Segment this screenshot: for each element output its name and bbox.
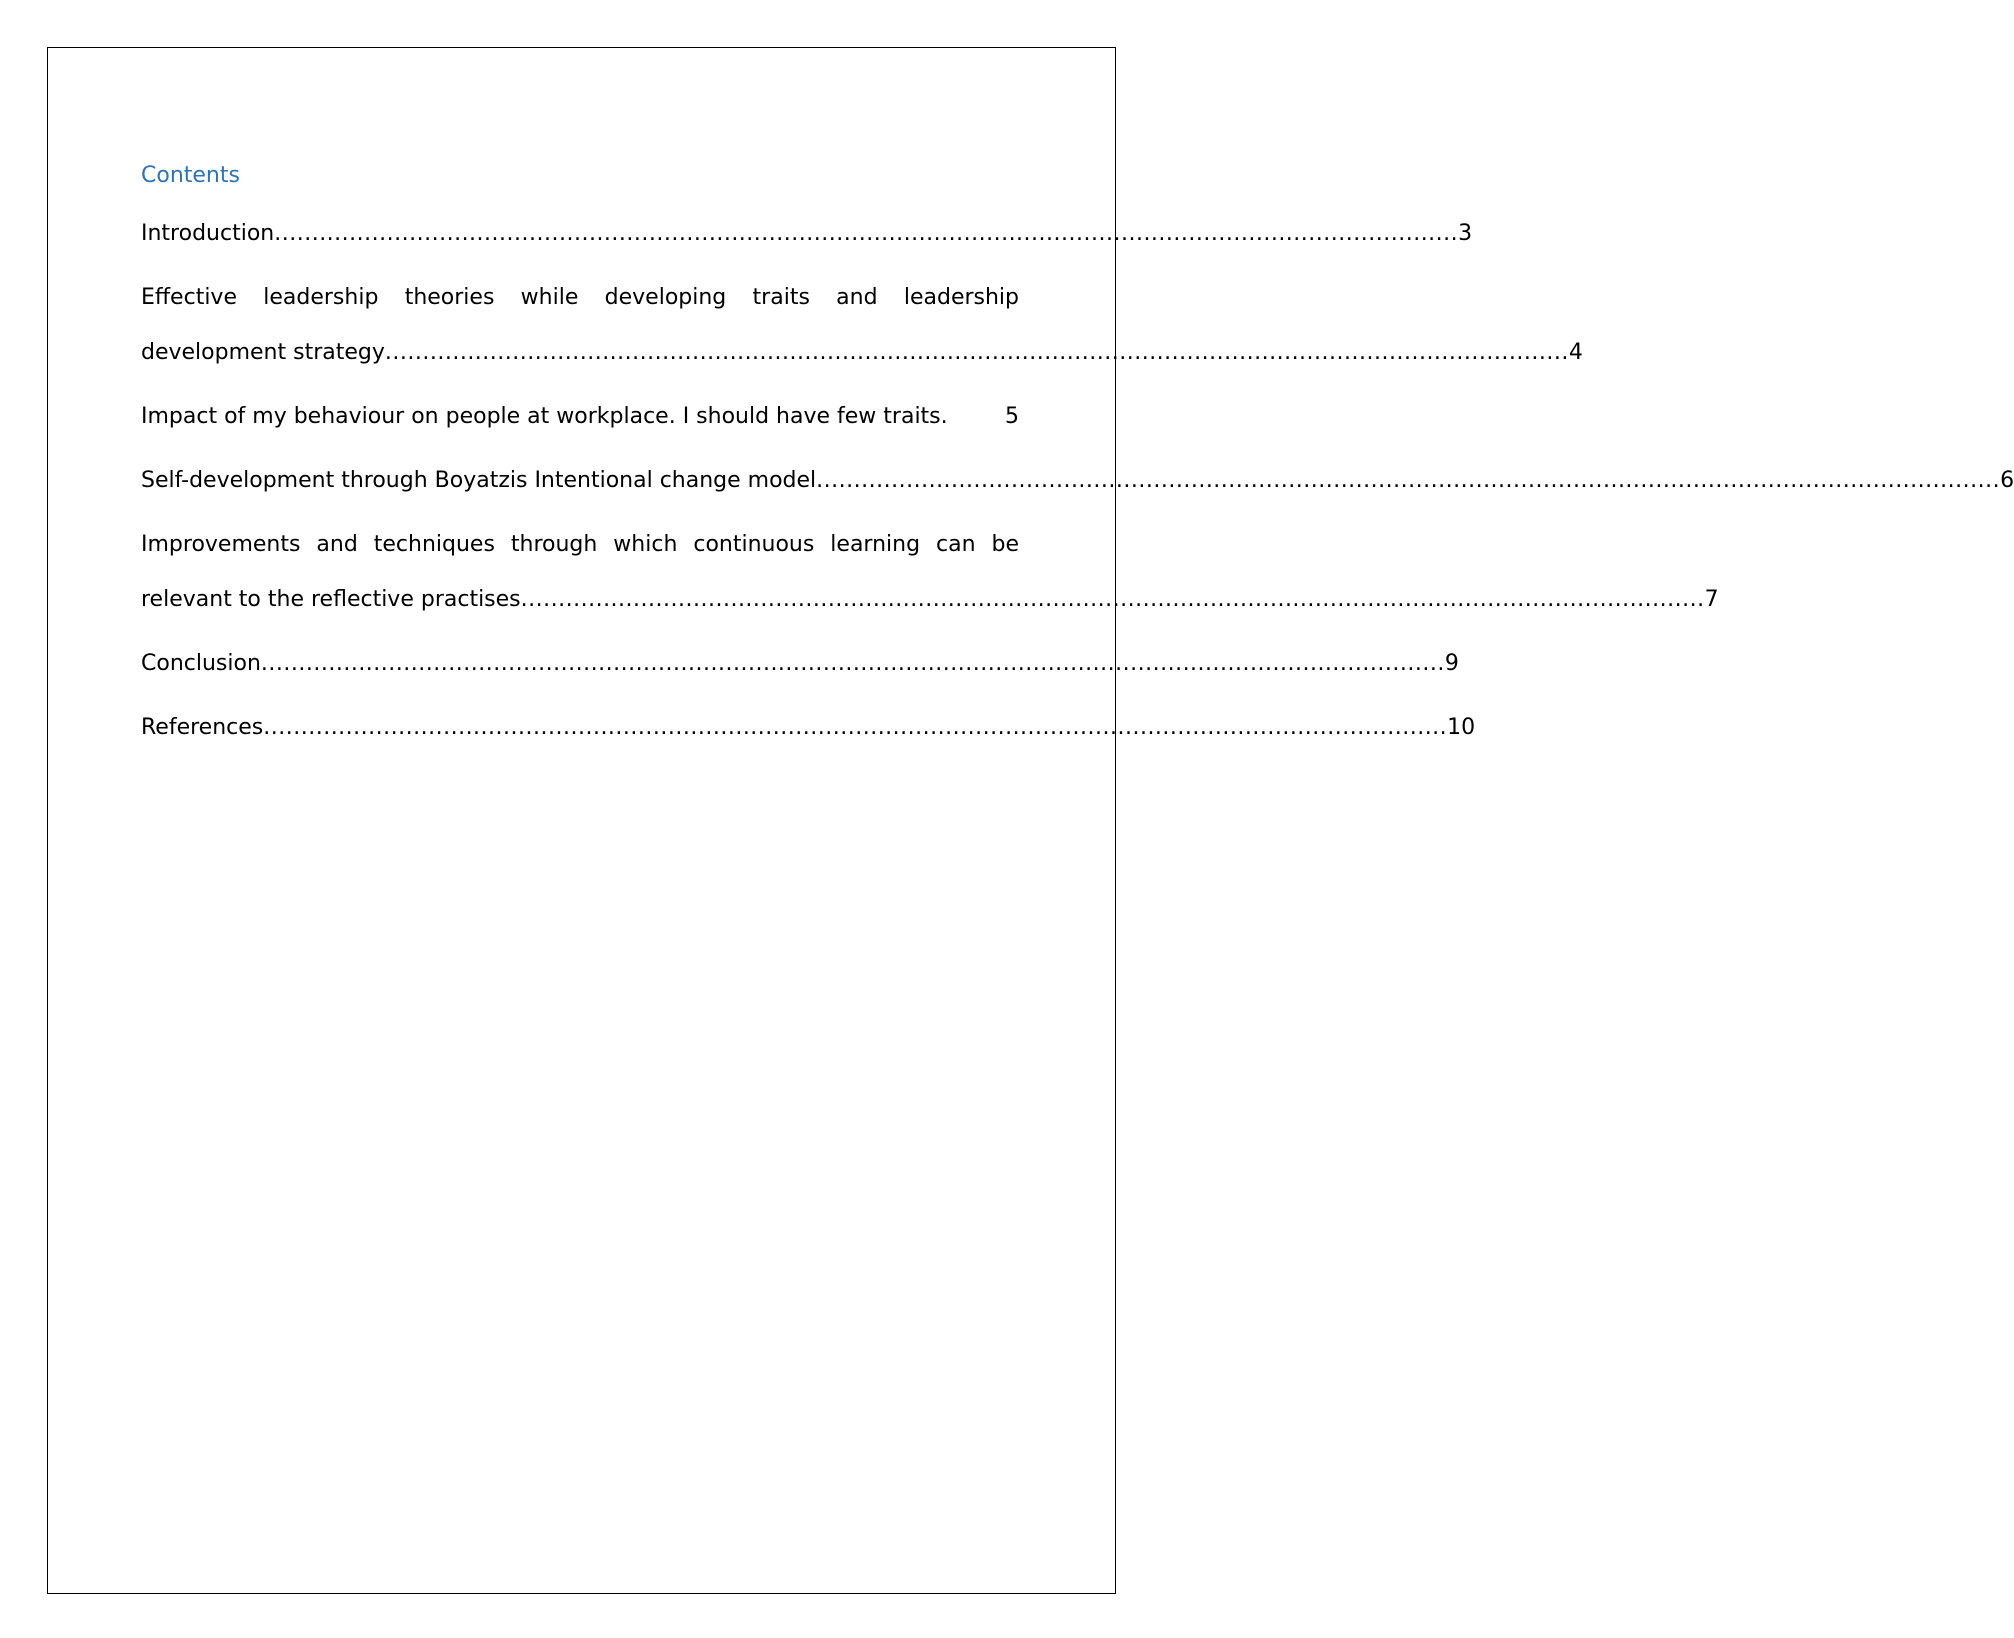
toc-entry-page: 5	[1005, 404, 1019, 429]
dot-leader: ..............................................................................................................................................................	[260, 651, 1445, 676]
dot-leader: ..............................................................................................................................................................	[816, 468, 2001, 493]
toc-entry-title: Impact of my behaviour on people at workplace. I should have few traits.	[141, 404, 948, 429]
toc-entry-page: 4	[1568, 340, 1583, 365]
toc-entry-page: 10	[1447, 715, 1476, 740]
toc-entry-page: 7	[1704, 587, 1719, 612]
toc-entry-page: 6	[2000, 468, 2014, 493]
toc-entry-title-line1: Improvements and techniques through which continuous learning can be	[141, 532, 1019, 557]
toc-entry-title: Conclusion	[141, 651, 261, 676]
toc-entry-title: Introduction	[141, 221, 275, 246]
toc-entry-title-line2: development strategy	[141, 340, 385, 365]
toc-entry-references[interactable]	[141, 700, 1476, 755]
toc-entry-title: Self-development through Boyatzis Intentional change model	[141, 468, 817, 493]
dot-leader: ..............................................................................................................................................................	[263, 715, 1448, 740]
toc-entry-page: 3	[1458, 221, 1473, 246]
dot-leader: ..............................................................................................................................................................	[274, 221, 1459, 246]
toc-entry-effective-leadership[interactable]	[141, 270, 1583, 380]
toc-entry-title-line2: relevant to the reflective practises	[141, 587, 521, 612]
toc-entry-self-development[interactable]	[141, 453, 2014, 508]
toc-entry-conclusion[interactable]	[141, 636, 1459, 691]
dot-leader: ..............................................................................................................................................................	[384, 340, 1569, 365]
toc-entry-improvements-and-techniques[interactable]	[141, 517, 1719, 627]
toc-heading: Contents	[141, 163, 240, 188]
toc-entry-title: References	[141, 715, 264, 740]
dot-leader: ..............................................................................................................................................................	[520, 587, 1705, 612]
toc-entry-impact-of-behaviour[interactable]	[141, 389, 1019, 444]
toc-entry-title-line1: Effective leadership theories while developing traits and leadership	[141, 285, 1019, 310]
toc-entry-page: 9	[1444, 651, 1459, 676]
toc-entry-introduction[interactable]	[141, 206, 1473, 261]
table-of-contents	[141, 160, 2014, 764]
